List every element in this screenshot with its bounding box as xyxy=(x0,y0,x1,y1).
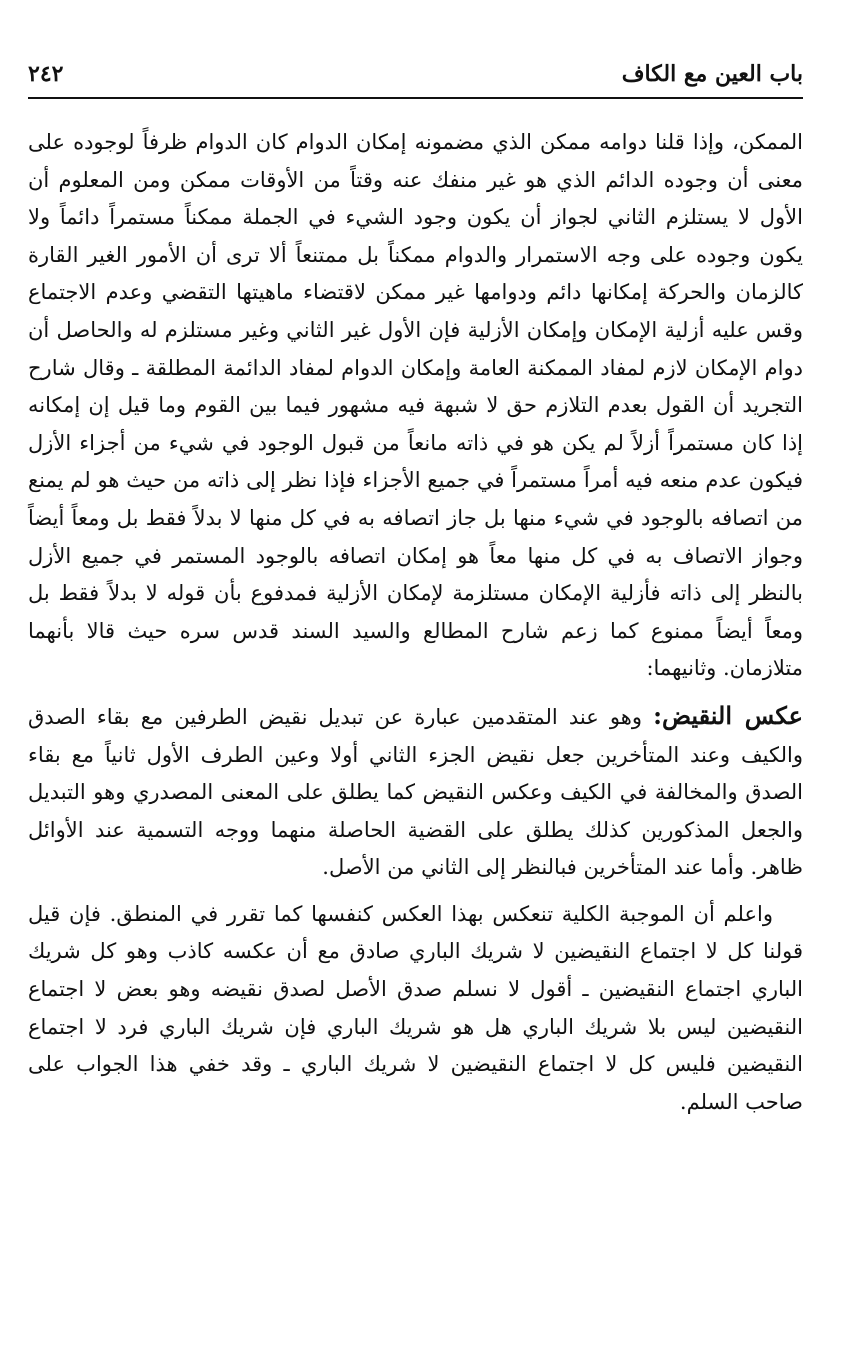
entry-definition: وهو عند المتقدمين عبارة عن تبديل نقيض الطرفين مع بقاء الصدق والكيف وعند المتأخرين جعل نقيض الجزء الثاني أولا وعين الطرف الأول ثانياً مع بقاء الصدق والمخالفة في الكيف وعكس النقيض كما يطلق على المعنى المصدري وهو التبديل والجعل المذكورين كذلك يطلق على القضية الحاصلة منهما ووجه التسمية عند الأوائل ظاهر. وأما عند المتأخرين فبالنظر إلى الثاني من الأصل. xyxy=(28,704,803,880)
entry-term: عكس النقيض: xyxy=(653,700,803,730)
page-number: ٢٤٢ xyxy=(28,61,64,87)
page-header xyxy=(28,58,803,94)
paragraph-continuation: الممكن، وإذا قلنا دوامه ممكن الذي مضمونه إمكان الدوام كان الدوام ظرفاً لوجوده على معنى أن وجوده الدائم الذي هو غير منفك عنه وقتاً من الأوقات ممكن ومن المعلوم أن الأول لا يستلزم الثاني لجواز أن يكون وجود الشيء في الجملة ممكناً مستمراً دائماً ولا يكون وجوده على وجه الاستمرار والدوام ممكناً بل ممتنعاً ألا ترى أن الأمور الغير القارة كالزمان والحركة إمكانها دائم ودوامها غير ممكن لاقتضاء ماهيتها التقضي وعدم الاجتماع وقس عليه أزلية الإمكان وإمكان الأزلية فإن الأول غير الثاني وغير مستلزم له والحاصل أن دوام الإمكان لازم لمفاد الممكنة العامة وإمكان الدوام لمفاد الدائمة المطلقة ـ وقال شارح التجريد أن القول بعدم التلازم حق لا شبهة فيه مشهور فيما بين القوم وما قيل إن إمكانه إذا كان مستمراً أزلاً لم يكن هو في ذاته مانعاً من قبول الوجود في شيء من أجزاء الأزل فيكون عدم منعه فيه أمراً مستمراً في جميع الأجزاء فإذا نظر إلى ذاته من حيث هو لم يمنع من اتصافه بالوجود في شيء منها بل جاز اتصافه به في كل منها لا بدلاً فقط بل ومعاً أيضاً وجواز الاتصاف به في كل منها معاً هو إمكان اتصافه بالوجود المستمر في جميع الأزل بالنظر إلى ذاته فأزلية الإمكان مستلزمة لإمكان الأزلية فمدفوع بأن قوله لا بدلاً فقط بل ومعاً أيضاً ممنوع كما زعم شارح المطالع والسيد السند قدس سره حيث قالا بأنهما متلازمان. وثانيهما: xyxy=(28,130,803,681)
paragraph-term-entry xyxy=(28,697,803,887)
header-divider xyxy=(28,97,803,99)
page-body xyxy=(28,124,803,1121)
chapter-title: باب العين مع الكاف xyxy=(621,61,803,87)
paragraph-note: واعلم أن الموجبة الكلية تنعكس بهذا العكس كنفسها كما تقرر في المنطق. فإن قيل قولنا كل لا اجتماع النقيضين لا شريك الباري صادق مع أن عكسه كاذب وهو كل شريك الباري اجتماع النقيضين ـ أقول لا نسلم صدق الأصل لصدق نقيضه وهو بعض لا اجتماع النقيضين ليس بلا شريك الباري هل هو شريك الباري فإن شريك الباري فرد لا اجتماع النقيضين فليس كل لا اجتماع النقيضين لا شريك الباري ـ وقد خفي هذا الجواب على صاحب السلم. xyxy=(28,901,803,1114)
